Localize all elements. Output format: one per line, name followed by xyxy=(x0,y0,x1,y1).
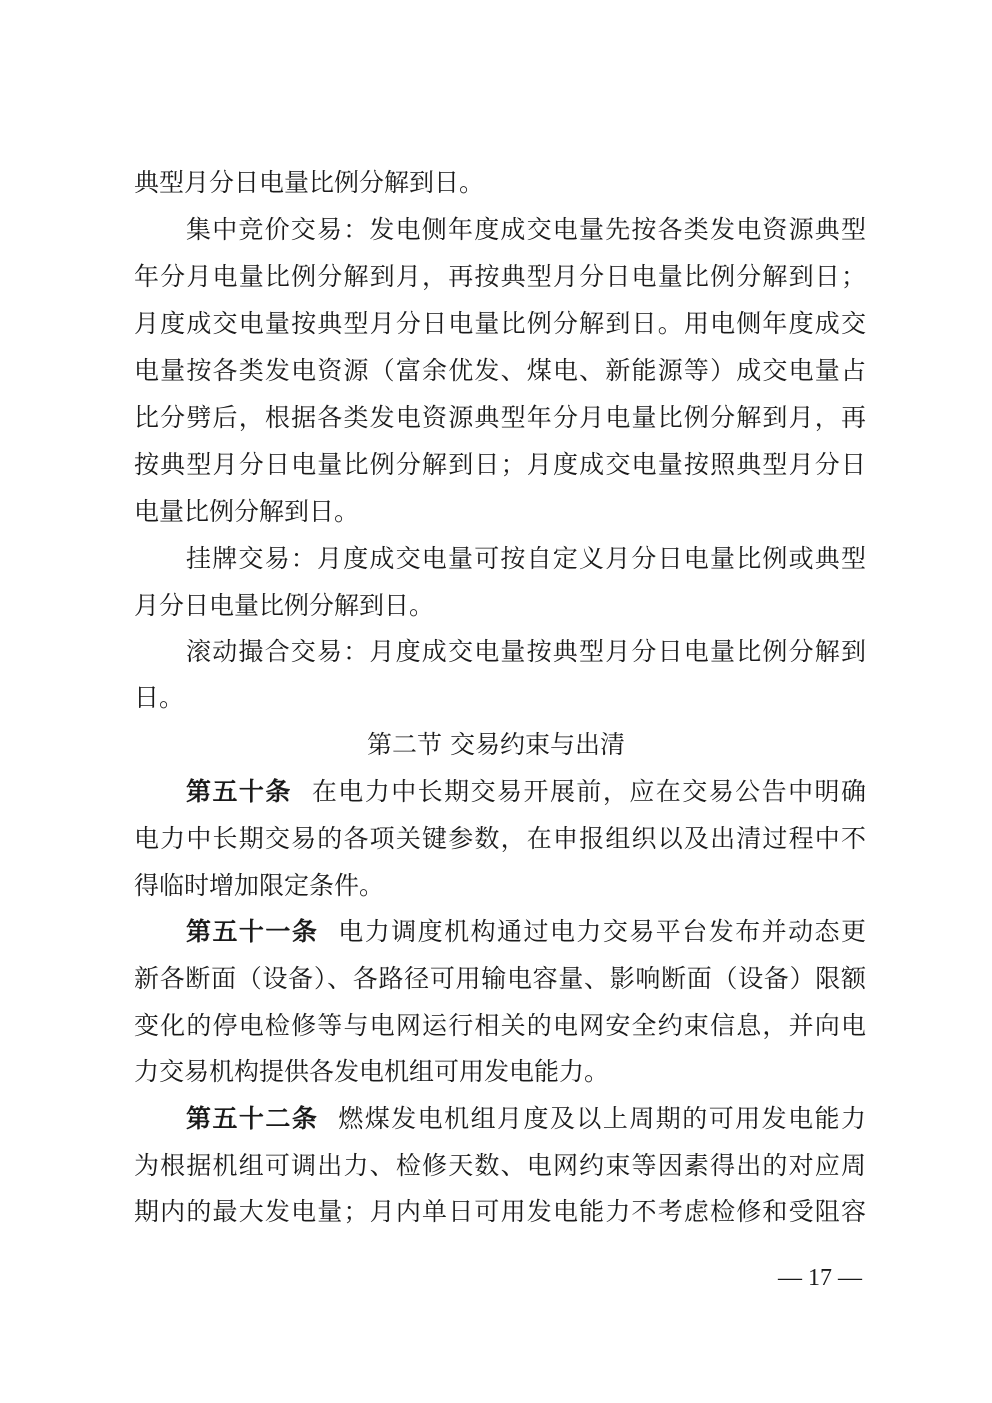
section-heading: 第二节 交易约束与出清 xyxy=(367,730,625,759)
text-line: 变化的停电检修等与电网运行相关的电网安全约束信息，并向电 xyxy=(134,1011,866,1040)
article-label: 第五十二条 xyxy=(186,1104,319,1133)
text-line: 得临时增加限定条件。 xyxy=(134,871,385,900)
text-line: 电力中长期交易的各项关键参数，在申报组织以及出清过程中不 xyxy=(134,824,866,853)
text-line: 期内的最大发电量；月内单日可用发电能力不考虑检修和受阻容 xyxy=(134,1197,866,1226)
article-first-line xyxy=(186,1095,866,1142)
article-label: 第五十一条 xyxy=(186,917,319,946)
article-text: 在电力中长期交易开展前，应在交易公告中明确 xyxy=(311,777,866,806)
article-first-line xyxy=(186,908,866,955)
text-line: 月度成交电量按典型月分日电量比例分解到日。用电侧年度成交 xyxy=(134,309,866,338)
text-line: 按典型月分日电量比例分解到日；月度成交电量按照典型月分日 xyxy=(134,450,866,479)
text-line: 为根据机组可调出力、检修天数、电网约束等因素得出的对应周 xyxy=(134,1151,866,1180)
text-line: 月分日电量比例分解到日。 xyxy=(134,591,435,620)
article-first-line xyxy=(186,768,866,815)
page-number: — 17 — xyxy=(778,1265,862,1291)
article-label: 第五十条 xyxy=(186,777,292,806)
text-line: 电量比例分解到日。 xyxy=(134,497,360,526)
text-line: 滚动撮合交易：月度成交电量按典型月分日电量比例分解到 xyxy=(186,637,866,666)
text-line: 年分月电量比例分解到月，再按典型月分日电量比例分解到日； xyxy=(134,262,866,291)
text-line: 挂牌交易：月度成交电量可按自定义月分日电量比例或典型 xyxy=(186,544,866,573)
text-line: 集中竞价交易：发电侧年度成交电量先按各类发电资源典型 xyxy=(186,215,866,244)
article-text: 电力调度机构通过电力交易平台发布并动态更 xyxy=(338,917,866,946)
text-line: 典型月分日电量比例分解到日。 xyxy=(134,168,485,197)
article-text: 燃煤发电机组月度及以上周期的可用发电能力 xyxy=(338,1104,866,1133)
text-line: 电量按各类发电资源（富余优发、煤电、新能源等）成交电量占 xyxy=(134,356,866,385)
text-line: 新各断面（设备）、各路径可用输电容量、影响断面（设备）限额 xyxy=(134,964,866,993)
text-line: 力交易机构提供各发电机组可用发电能力。 xyxy=(134,1057,610,1086)
text-line: 日。 xyxy=(134,683,185,712)
text-line: 比分劈后，根据各类发电资源典型年分月电量比例分解到月，再 xyxy=(134,403,866,432)
